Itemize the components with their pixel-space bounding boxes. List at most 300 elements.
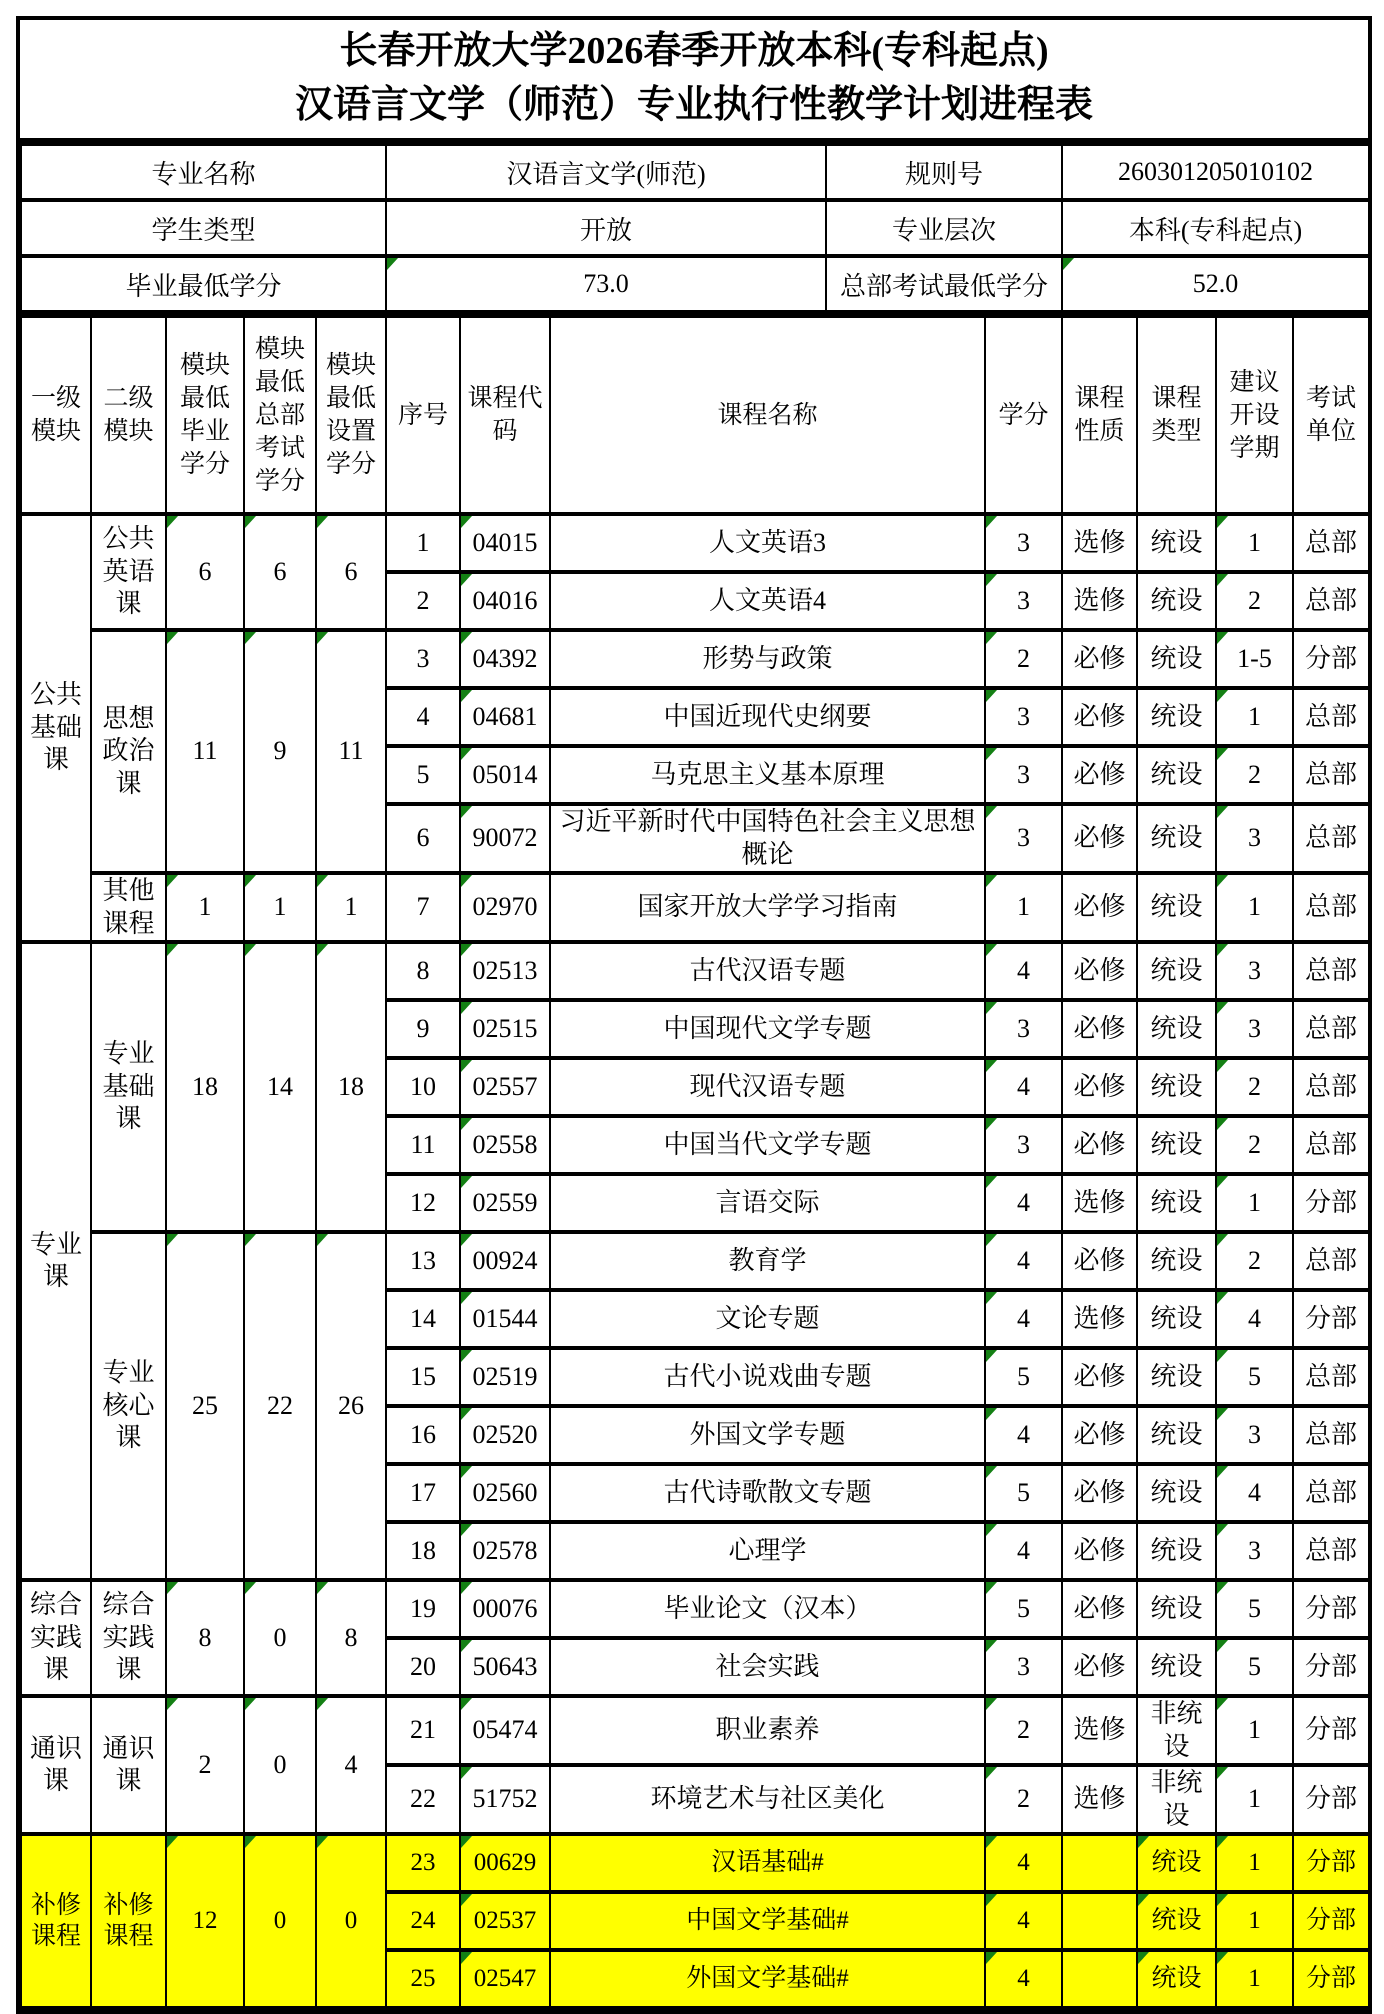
- course-name-cell-text: 古代汉语专题: [689, 955, 846, 985]
- course-type-cell: [1137, 1834, 1216, 1892]
- module-min-set-credits-cell-text: 11: [338, 736, 364, 766]
- course-code-cell: [460, 804, 550, 873]
- cell-comment-marker: [245, 875, 256, 887]
- course-credits-cell-text: 4: [1017, 955, 1030, 985]
- course-no-cell: [386, 804, 460, 873]
- course-semester-cell-text: 3: [1248, 823, 1261, 853]
- level2-module-cell-text: 其他课程: [102, 876, 155, 938]
- course-plan-table: [20, 314, 1370, 2010]
- course-credits-cell-text: 3: [1017, 527, 1030, 557]
- cell-comment-marker: [461, 1408, 472, 1420]
- course-unit-cell: [1293, 873, 1369, 942]
- course-code-cell: [460, 1406, 550, 1464]
- cell-comment-marker: [245, 632, 256, 644]
- cell-comment-marker: [1217, 1466, 1228, 1478]
- info-value-cell: [386, 256, 826, 312]
- course-name-cell: [550, 688, 985, 746]
- course-name-cell: [550, 1174, 985, 1232]
- cell-comment-marker: [1217, 1002, 1228, 1014]
- cell-comment-marker: [986, 1524, 997, 1536]
- cell-comment-marker: [986, 1408, 997, 1420]
- module-min-grad-credits-cell-text: 2: [198, 1749, 212, 1779]
- level2-module-cell: [91, 873, 166, 942]
- course-type-cell-text: 统设: [1151, 1965, 1202, 1993]
- course-name-cell: [550, 630, 985, 688]
- course-credits-cell: [985, 1174, 1062, 1232]
- course-nature-cell: [1062, 630, 1137, 688]
- course-name-cell-text: 马克思主义基本原理: [650, 759, 885, 789]
- module-min-grad-credits-cell: [166, 514, 244, 630]
- course-name-cell-text: 中国近现代史纲要: [663, 701, 872, 731]
- course-no-cell: [386, 1580, 460, 1638]
- course-type-cell-text: 统设: [1150, 823, 1203, 853]
- course-nature-cell: [1062, 1000, 1137, 1058]
- module-min-grad-credits-cell: [166, 630, 244, 873]
- info-label-cell: [21, 200, 386, 256]
- course-unit-cell: [1293, 1765, 1369, 1834]
- course-unit-cell-text: 总部: [1304, 823, 1357, 853]
- info-label-cell: [826, 256, 1062, 312]
- cell-comment-marker: [1217, 806, 1228, 818]
- course-credits-cell-text: 4: [1017, 1849, 1030, 1877]
- level2-module-cell: [91, 1580, 166, 1696]
- course-code-cell: [460, 1464, 550, 1522]
- course-name-cell: [550, 1348, 985, 1406]
- course-no-cell: [386, 1174, 460, 1232]
- course-code-cell: [460, 1696, 550, 1765]
- cell-comment-marker: [986, 944, 997, 956]
- course-no-cell: [386, 1834, 460, 1892]
- course-no-cell-text: 7: [416, 892, 430, 922]
- course-no-cell-text: 16: [410, 1419, 436, 1449]
- course-name-cell-text: 人文英语4: [708, 585, 826, 615]
- course-no-cell-text: 17: [410, 1477, 436, 1507]
- cell-comment-marker: [1138, 1836, 1149, 1848]
- cell-comment-marker: [986, 690, 997, 702]
- course-name-cell-text: 古代诗歌散文专题: [663, 1477, 872, 1507]
- course-no-cell-text: 2: [416, 585, 430, 615]
- course-unit-cell-text: 总部: [1304, 1071, 1357, 1101]
- course-unit-cell-text: 分部: [1305, 1849, 1356, 1877]
- course-name-cell-text: 人文英语3: [708, 527, 826, 557]
- course-nature-cell: [1062, 1696, 1137, 1765]
- cell-comment-marker: [986, 574, 997, 586]
- col-header-course-type: 课程类型: [1137, 316, 1216, 514]
- course-semester-cell: [1216, 1232, 1293, 1290]
- cell-comment-marker: [1217, 632, 1228, 644]
- cell-comment-marker: [461, 1836, 472, 1848]
- module-min-hq-exam-credits-cell-text: 0: [273, 1622, 287, 1652]
- cell-comment-marker: [986, 1640, 997, 1652]
- course-type-cell: [1137, 1174, 1216, 1232]
- course-name-cell: [550, 1232, 985, 1290]
- level2-module-cell-text: 补修课程: [103, 1891, 154, 1950]
- course-name-cell: [550, 1000, 985, 1058]
- course-type-cell-text: 统设: [1150, 585, 1203, 615]
- module-min-hq-exam-credits-cell-text: 0: [273, 1749, 287, 1779]
- course-credits-cell-text: 3: [1017, 823, 1030, 853]
- course-semester-cell: [1216, 1950, 1293, 2008]
- course-no-cell: [386, 1696, 460, 1765]
- course-unit-cell: [1293, 514, 1369, 572]
- course-credits-cell: [985, 873, 1062, 942]
- course-semester-cell: [1216, 804, 1293, 873]
- cell-comment-marker: [317, 1582, 328, 1594]
- course-row: [21, 1834, 1369, 1892]
- cell-comment-marker: [986, 1234, 997, 1246]
- course-unit-cell: [1293, 688, 1369, 746]
- module-min-set-credits-cell: [316, 942, 386, 1232]
- course-semester-cell: [1216, 1174, 1293, 1232]
- course-name-cell: [550, 746, 985, 804]
- course-unit-cell-text: 分部: [1305, 1965, 1356, 1993]
- cell-comment-marker: [167, 1582, 178, 1594]
- cell-comment-marker: [1217, 1118, 1228, 1130]
- cell-comment-marker: [167, 1698, 178, 1710]
- course-unit-cell-text: 总部: [1304, 585, 1357, 615]
- course-unit-cell-text: 总部: [1304, 1361, 1357, 1391]
- course-name-cell: [550, 873, 985, 942]
- cell-comment-marker: [317, 1836, 328, 1848]
- course-unit-cell: [1293, 1950, 1369, 2008]
- level1-module-cell: [21, 942, 91, 1580]
- level2-module-cell-text: 公共英语课: [102, 524, 155, 619]
- course-unit-cell-text: 总部: [1304, 1129, 1357, 1159]
- course-semester-cell-text: 1: [1248, 1784, 1261, 1814]
- course-code-cell: [460, 572, 550, 630]
- course-semester-cell: [1216, 1580, 1293, 1638]
- course-credits-cell: [985, 1580, 1062, 1638]
- col-header-min-set-credits: 模块最低设置学分: [316, 316, 386, 514]
- course-code-cell: [460, 1058, 550, 1116]
- cell-comment-marker: [461, 1234, 472, 1246]
- module-min-set-credits-cell-text: 18: [338, 1071, 364, 1101]
- cell-comment-marker: [317, 632, 328, 644]
- col-header-seq-no: 序号: [386, 316, 460, 514]
- course-code-cell-text: 05014: [472, 759, 538, 789]
- course-no-cell-text: 18: [410, 1535, 436, 1565]
- course-nature-cell-text: 必修: [1073, 1593, 1126, 1623]
- cell-comment-marker: [986, 806, 997, 818]
- course-credits-cell: [985, 1290, 1062, 1348]
- module-min-grad-credits-cell-text: 8: [198, 1622, 212, 1652]
- course-type-cell-text: 统设: [1150, 701, 1203, 731]
- course-code-cell: [460, 873, 550, 942]
- course-unit-cell-text: 分部: [1304, 643, 1357, 673]
- module-min-grad-credits-cell-text: 6: [198, 556, 212, 586]
- info-value: 开放: [579, 215, 632, 245]
- course-no-cell-text: 25: [410, 1965, 436, 1993]
- course-nature-cell-text: 必修: [1073, 892, 1126, 922]
- col-header-exam-unit: 考试单位: [1293, 316, 1369, 514]
- info-row: [21, 256, 1369, 312]
- course-semester-cell-text: 1: [1248, 1907, 1261, 1935]
- cell-comment-marker: [986, 1002, 997, 1014]
- level2-module-cell: [91, 1232, 166, 1580]
- cell-comment-marker: [1217, 1176, 1228, 1188]
- cell-comment-marker: [461, 1002, 472, 1014]
- cell-comment-marker: [1217, 944, 1228, 956]
- cell-comment-marker: [461, 1060, 472, 1072]
- module-min-set-credits-cell: [316, 630, 386, 873]
- course-nature-cell: [1062, 1834, 1137, 1892]
- course-nature-cell-text: 选修: [1073, 1303, 1126, 1333]
- course-type-cell-text: 统设: [1150, 1477, 1203, 1507]
- course-type-cell-text: 统设: [1150, 527, 1203, 557]
- course-type-cell-text: 统设: [1150, 955, 1203, 985]
- course-no-cell: [386, 572, 460, 630]
- course-unit-cell: [1293, 1638, 1369, 1696]
- course-unit-cell: [1293, 630, 1369, 688]
- course-code-cell-text: 02537: [473, 1907, 537, 1935]
- course-unit-cell-text: 总部: [1304, 701, 1357, 731]
- course-unit-cell-text: 分部: [1304, 1651, 1357, 1681]
- course-semester-cell: [1216, 942, 1293, 1000]
- info-value: 汉语言文学(师范): [506, 159, 706, 189]
- info-row: [21, 144, 1369, 200]
- course-nature-cell: [1062, 1116, 1137, 1174]
- course-type-cell-text: 非统设: [1150, 1768, 1203, 1830]
- module-min-grad-credits-cell-text: 12: [192, 1907, 218, 1935]
- course-code-cell-text: 50643: [472, 1651, 538, 1681]
- course-unit-cell: [1293, 572, 1369, 630]
- course-code-cell-text: 90072: [472, 823, 538, 853]
- level1-module-cell-text: 综合实践课: [29, 1590, 82, 1685]
- module-min-set-credits-cell: [316, 1580, 386, 1696]
- course-unit-cell: [1293, 1892, 1369, 1950]
- course-no-cell-text: 20: [410, 1651, 436, 1681]
- course-name-cell-text: 中国现代文学专题: [663, 1013, 872, 1043]
- course-type-cell-text: 统设: [1150, 1129, 1203, 1159]
- course-nature-cell-text: 必修: [1073, 823, 1126, 853]
- course-type-cell: [1137, 873, 1216, 942]
- course-credits-cell-text: 4: [1017, 1245, 1030, 1275]
- course-semester-cell: [1216, 1290, 1293, 1348]
- course-row: [21, 630, 1369, 688]
- course-semester-cell-text: 1-5: [1237, 643, 1272, 673]
- cell-comment-marker: [245, 1234, 256, 1246]
- course-credits-cell: [985, 514, 1062, 572]
- cell-comment-marker: [461, 1524, 472, 1536]
- course-unit-cell-text: 总部: [1304, 1013, 1357, 1043]
- course-no-cell-text: 12: [410, 1187, 436, 1217]
- course-name-cell-text: 言语交际: [715, 1187, 820, 1217]
- course-code-cell-text: 01544: [472, 1303, 538, 1333]
- course-name-cell-text: 中国当代文学专题: [663, 1129, 872, 1159]
- course-code-cell: [460, 1892, 550, 1950]
- course-nature-cell: [1062, 1950, 1137, 2008]
- course-no-cell: [386, 1765, 460, 1834]
- module-min-grad-credits-cell-text: 11: [192, 736, 218, 766]
- course-nature-cell: [1062, 804, 1137, 873]
- course-no-cell-text: 8: [416, 955, 430, 985]
- cell-comment-marker: [986, 1292, 997, 1304]
- course-nature-cell: [1062, 746, 1137, 804]
- course-credits-cell-text: 3: [1017, 585, 1030, 615]
- course-code-cell: [460, 1765, 550, 1834]
- cell-comment-marker: [1063, 258, 1074, 270]
- course-semester-cell: [1216, 1348, 1293, 1406]
- course-semester-cell: [1216, 1696, 1293, 1765]
- course-name-cell-text: 汉语基础#: [711, 1849, 824, 1877]
- cell-comment-marker: [1217, 690, 1228, 702]
- course-nature-cell-text: 选修: [1073, 585, 1126, 615]
- course-no-cell: [386, 1058, 460, 1116]
- course-unit-cell: [1293, 1232, 1369, 1290]
- cell-comment-marker: [167, 1836, 178, 1848]
- course-type-cell-text: 统设: [1150, 1071, 1203, 1101]
- course-semester-cell: [1216, 1406, 1293, 1464]
- course-unit-cell: [1293, 1696, 1369, 1765]
- cell-comment-marker: [461, 1952, 472, 1964]
- title-line-2: 汉语言文学（师范）专业执行性教学计划进程表: [294, 84, 1093, 126]
- cell-comment-marker: [1217, 1408, 1228, 1420]
- course-type-cell-text: 统设: [1150, 1535, 1203, 1565]
- module-min-hq-exam-credits-cell: [244, 942, 316, 1232]
- info-value: 本科(专科起点): [1128, 215, 1303, 245]
- course-nature-cell-text: 必修: [1073, 1071, 1126, 1101]
- course-semester-cell-text: 3: [1248, 955, 1261, 985]
- cell-comment-marker: [245, 1582, 256, 1594]
- course-semester-cell-text: 2: [1248, 1129, 1261, 1159]
- cell-comment-marker: [461, 690, 472, 702]
- course-type-cell-text: 统设: [1151, 1907, 1202, 1935]
- course-credits-cell: [985, 1464, 1062, 1522]
- course-unit-cell: [1293, 1406, 1369, 1464]
- cell-comment-marker: [317, 875, 328, 887]
- course-nature-cell-text: 选修: [1073, 1715, 1126, 1745]
- col-header-level2-module: 二级模块: [91, 316, 166, 514]
- course-type-cell-text: 统设: [1150, 1593, 1203, 1623]
- course-name-cell: [550, 514, 985, 572]
- course-row: [21, 1232, 1369, 1290]
- course-semester-cell-text: 5: [1248, 1593, 1261, 1623]
- course-nature-cell-text: 必修: [1073, 1477, 1126, 1507]
- course-nature-cell-text: 选修: [1073, 1784, 1126, 1814]
- cell-comment-marker: [461, 1698, 472, 1710]
- cell-comment-marker: [1217, 1524, 1228, 1536]
- course-semester-cell: [1216, 1892, 1293, 1950]
- course-code-cell-text: 02558: [472, 1129, 538, 1159]
- course-name-cell-text: 环境艺术与社区美化: [650, 1784, 885, 1814]
- course-name-cell-text: 古代小说戏曲专题: [663, 1361, 872, 1391]
- course-name-cell-text: 中国文学基础#: [686, 1907, 849, 1935]
- course-semester-cell: [1216, 746, 1293, 804]
- course-code-cell: [460, 630, 550, 688]
- course-nature-cell-text: 必修: [1073, 955, 1126, 985]
- module-min-hq-exam-credits-cell-text: 0: [273, 1907, 287, 1935]
- cell-comment-marker: [317, 1234, 328, 1246]
- course-name-cell: [550, 942, 985, 1000]
- course-semester-cell: [1216, 1522, 1293, 1580]
- course-name-cell: [550, 1406, 985, 1464]
- cell-comment-marker: [317, 516, 328, 528]
- course-code-cell-text: 02520: [472, 1419, 538, 1449]
- col-header-course-name: 课程名称: [550, 316, 985, 514]
- course-nature-cell: [1062, 514, 1137, 572]
- info-label-cell: [21, 256, 386, 312]
- cell-comment-marker: [1217, 1350, 1228, 1362]
- course-name-cell: [550, 1892, 985, 1950]
- cell-comment-marker: [986, 1698, 997, 1710]
- course-type-cell: [1137, 746, 1216, 804]
- cell-comment-marker: [245, 516, 256, 528]
- course-semester-cell: [1216, 1638, 1293, 1696]
- course-code-cell: [460, 746, 550, 804]
- col-header-course-nature: 课程性质: [1062, 316, 1137, 514]
- info-label: 学生类型: [151, 215, 256, 245]
- course-nature-cell-text: 必修: [1073, 1535, 1126, 1565]
- course-semester-cell-text: 3: [1248, 1535, 1261, 1565]
- module-min-set-credits-cell: [316, 1232, 386, 1580]
- level1-module-cell-text: 补修课程: [30, 1891, 81, 1950]
- course-type-cell-text: 统设: [1150, 1187, 1203, 1217]
- course-no-cell: [386, 1000, 460, 1058]
- course-no-cell-text: 19: [410, 1593, 436, 1623]
- course-nature-cell-text: 必修: [1073, 1651, 1126, 1681]
- cell-comment-marker: [1217, 875, 1228, 887]
- course-no-cell-text: 22: [410, 1784, 436, 1814]
- course-code-cell-text: 00076: [472, 1593, 538, 1623]
- cell-comment-marker: [317, 1698, 328, 1710]
- document-title: [20, 20, 1368, 142]
- course-semester-cell-text: 4: [1248, 1303, 1261, 1333]
- course-nature-cell-text: 必修: [1073, 759, 1126, 789]
- cell-comment-marker: [461, 1176, 472, 1188]
- course-credits-cell-text: 5: [1017, 1593, 1030, 1623]
- course-semester-cell: [1216, 514, 1293, 572]
- course-code-cell-text: 04392: [472, 643, 538, 673]
- info-label-cell: [21, 144, 386, 200]
- course-name-cell-text: 现代汉语专题: [689, 1071, 846, 1101]
- module-min-hq-exam-credits-cell: [244, 514, 316, 630]
- course-code-cell: [460, 1638, 550, 1696]
- level1-module-cell: [21, 1580, 91, 1696]
- course-credits-cell: [985, 746, 1062, 804]
- module-min-hq-exam-credits-cell: [244, 1834, 316, 2008]
- course-credits-cell: [985, 1950, 1062, 2008]
- cell-comment-marker: [461, 806, 472, 818]
- course-unit-cell-text: 分部: [1304, 1784, 1357, 1814]
- level2-module-cell: [91, 630, 166, 873]
- info-value: 73.0: [583, 269, 629, 298]
- course-code-cell-text: 02559: [472, 1187, 538, 1217]
- course-credits-cell-text: 3: [1017, 1129, 1030, 1159]
- course-credits-cell: [985, 630, 1062, 688]
- cell-comment-marker: [461, 1292, 472, 1304]
- course-credits-cell: [985, 688, 1062, 746]
- module-min-hq-exam-credits-cell-text: 22: [267, 1390, 293, 1420]
- course-no-cell: [386, 688, 460, 746]
- course-code-cell-text: 02519: [472, 1361, 538, 1391]
- course-credits-cell: [985, 804, 1062, 873]
- course-unit-cell: [1293, 1348, 1369, 1406]
- course-name-cell: [550, 1638, 985, 1696]
- course-credits-cell: [985, 1000, 1062, 1058]
- course-unit-cell: [1293, 746, 1369, 804]
- course-credits-cell-text: 3: [1017, 1651, 1030, 1681]
- course-semester-cell-text: 1: [1248, 1187, 1261, 1217]
- course-name-cell-text: 国家开放大学学习指南: [637, 892, 898, 922]
- module-min-set-credits-cell-text: 4: [344, 1749, 358, 1779]
- course-credits-cell-text: 2: [1017, 1715, 1030, 1745]
- course-type-cell: [1137, 1765, 1216, 1834]
- course-unit-cell: [1293, 1116, 1369, 1174]
- info-value: 260301205010102: [1118, 157, 1313, 186]
- cell-comment-marker: [461, 748, 472, 760]
- course-nature-cell-text: 必修: [1073, 701, 1126, 731]
- course-code-cell: [460, 1174, 550, 1232]
